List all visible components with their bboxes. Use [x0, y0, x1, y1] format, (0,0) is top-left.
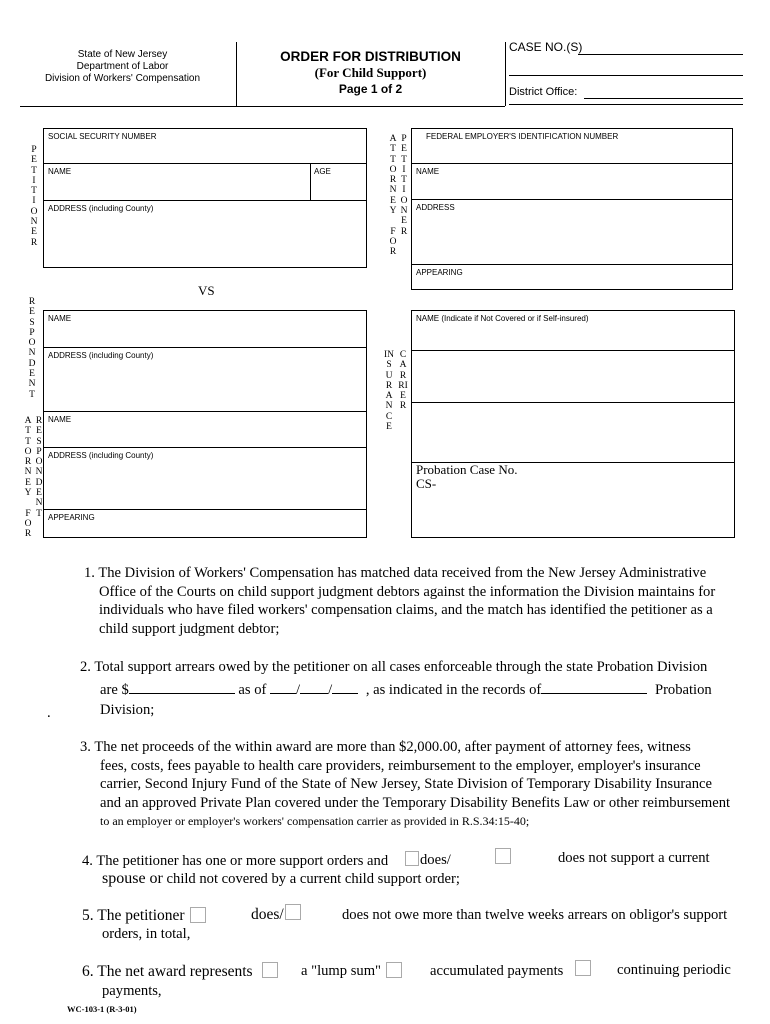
side-letter: R [24, 457, 32, 468]
side-letter: R [385, 380, 393, 391]
petitioner-age-divider [310, 164, 311, 200]
side-letter: E [390, 195, 396, 206]
p4-rest-label: child not covered by a current child support order; [166, 871, 460, 887]
side-letter: N [400, 206, 408, 217]
side-letter: E [401, 216, 407, 227]
side-letter: R [399, 401, 407, 412]
side-letter: R [399, 370, 407, 381]
p3-line4: and an approved Private Plan covered under the Temporary Disability Benefits Law or other reimbursement [100, 794, 731, 811]
attorney-petitioner-name-cell[interactable] [412, 164, 732, 200]
district-office-label: District Office: [509, 86, 578, 98]
attorney-petitioner-side-label-2 [399, 134, 409, 237]
agency-state: State of New Jersey [77, 49, 168, 60]
side-letter: N [35, 498, 43, 509]
p2-indicated-label: , as indicated in the records of [365, 682, 542, 698]
agency-block [30, 49, 215, 85]
arrears-year-field[interactable] [332, 679, 358, 694]
side-letter: O [389, 236, 397, 247]
paragraph-2 [80, 658, 750, 677]
side-letter: O [389, 164, 397, 175]
side-letter: S [386, 360, 392, 371]
attorney-petitioner-address-label: ADDRESS [416, 203, 455, 212]
probation-case-cell[interactable] [416, 463, 716, 491]
side-letter: N [35, 467, 43, 478]
attorney-respondent-appearing-cell[interactable] [44, 510, 366, 537]
side-letter: R [389, 175, 397, 186]
side-letter: D [35, 477, 43, 488]
p6-cont-label: continuing periodic [617, 962, 731, 978]
insurance-name-label: NAME (Indicate if Not Covered or if Self-insured) [416, 314, 589, 323]
side-letter: T [36, 508, 42, 519]
p5-line1: 5. The petitioner [82, 907, 185, 924]
p3-line2: fees, costs, fees payable to health care providers, reimbursement to the employer, employer's insurance [100, 757, 701, 774]
side-letter: N [28, 379, 36, 390]
side-letter: E [25, 477, 31, 488]
side-letter: O [400, 195, 408, 206]
p1-line4: child support judgment debtor; [99, 620, 280, 637]
side-letter: E [386, 422, 392, 433]
p3-line1: 3. The net proceeds of the within award are more than $2,000.00, after payment of attorney fees, witness [80, 739, 691, 755]
p2-line2 [100, 679, 770, 700]
form-number: WC-103-1 (R-3-01) [67, 1004, 137, 1014]
attorney-petitioner-appearing-cell[interactable] [412, 265, 732, 289]
attorney-respondent-address-cell[interactable] [44, 448, 366, 510]
side-letter: R [389, 247, 397, 258]
p2-slash-1: / [296, 682, 301, 698]
agency-department: Department of Labor [76, 61, 169, 72]
p5-does-not-checkbox[interactable] [285, 904, 301, 920]
side-letter: Y [389, 206, 397, 217]
side-letter: E [29, 307, 35, 318]
side-letter: T [390, 144, 396, 155]
side-letter [23, 498, 33, 508]
case-no-field[interactable] [578, 54, 743, 55]
side-letter: E [29, 369, 35, 380]
p2-as-of-label: as of [238, 682, 267, 698]
side-letter: I [32, 175, 36, 186]
side-letter: N [385, 401, 393, 412]
p1-line3: individuals who have filed workers' compensation claims, and the match has identified the petitioner as a [99, 602, 713, 618]
side-letter: S [29, 317, 35, 328]
vs-label: VS [198, 283, 215, 298]
side-letter: E [401, 144, 407, 155]
attorney-petitioner-name-label: NAME [416, 167, 440, 176]
side-letter: P [401, 134, 407, 144]
respondent-address-label: ADDRESS (including County) [48, 351, 154, 360]
side-letter: T [31, 165, 37, 176]
page-subtitle: (For Child Support) [314, 65, 427, 80]
insurance-address-cell[interactable] [412, 351, 734, 403]
attorney-respondent-box [43, 411, 367, 538]
p2-slash-2: / [328, 682, 333, 698]
p3-line3: carrier, Second Injury Fund of the State of New Jersey, State Division of Temporary Disability Insurance [100, 776, 712, 792]
petitioner-name-label: NAME [48, 167, 72, 176]
side-letter: N [389, 185, 397, 196]
p4-line2 [102, 870, 460, 889]
side-letter: U [385, 370, 393, 381]
side-letter: E [36, 488, 42, 499]
petitioner-address-label: ADDRESS (including County) [48, 204, 154, 213]
side-letter: R [30, 237, 38, 248]
side-letter: R [28, 297, 36, 307]
p6-lump-checkbox[interactable] [386, 962, 402, 978]
p1-line2: Office of the Courts on child support judgment debtors against the information the Division maintains for [99, 583, 716, 600]
attorney-petitioner-side-label-1 [388, 134, 398, 258]
side-letter: R [24, 529, 32, 540]
respondent-side-label [27, 297, 37, 400]
respondent-address-cell[interactable] [44, 348, 366, 411]
probation-case-label: Probation Case No. [416, 462, 518, 477]
arrears-amount-field[interactable] [129, 679, 235, 694]
side-letter: P [29, 327, 35, 338]
p5-line2: orders, in total, [102, 926, 191, 942]
p2-line1: 2. Total support arrears owed by the petitioner on all cases enforceable through the state Probation Division [80, 659, 708, 675]
p4-line1: 4. The petitioner has one or more support orders and [82, 853, 389, 869]
side-letter: T [401, 175, 407, 186]
insurance-carrier-box [411, 310, 735, 538]
side-letter: O [28, 338, 36, 349]
p2-are-label: are $ [100, 682, 129, 698]
p5-does-not-label: does not owe more than twelve weeks arrears on obligor's support [342, 907, 728, 923]
attorney-petitioner-fein-label: FEDERAL EMPLOYER'S IDENTIFICATION NUMBER [426, 132, 619, 141]
side-letter: N [30, 217, 38, 228]
side-letter: E [36, 426, 42, 437]
insurance-side-label-1 [382, 350, 396, 432]
side-letter [388, 216, 398, 226]
side-letter: Y [24, 488, 32, 499]
side-letter: E [400, 391, 406, 402]
p3-line5: to an employer or employer's workers' compensation carrier as provided in R.S.34:15-40; [100, 814, 530, 828]
p2-line3: Division; [100, 702, 155, 718]
page-title: ORDER FOR DISTRIBUTION [280, 49, 461, 64]
p1-line1: 1. The Division of Workers' Compensation has matched data received from the New Jersey Administrative [84, 565, 707, 581]
p6-lump-label: a "lump sum" [301, 963, 382, 979]
respondent-name-label: NAME [48, 314, 72, 323]
side-letter: E [31, 227, 37, 238]
side-letter: I [32, 196, 36, 207]
side-letter: P [31, 145, 37, 155]
side-letter: A [24, 416, 32, 426]
attorney-petitioner-box [411, 128, 733, 290]
p4-does-not-label: does not support a current [558, 850, 710, 866]
header-bottom-rule [20, 106, 505, 107]
side-letter: C [385, 411, 393, 422]
attorney-respondent-name-label: NAME [48, 415, 72, 424]
p2-margin-dot: . [47, 705, 51, 721]
petitioner-name-cell[interactable] [44, 164, 366, 201]
petitioner-side-label [29, 145, 39, 248]
side-letter: C [399, 350, 407, 360]
side-letter: O [24, 446, 32, 457]
p6-accum-checkbox[interactable] [575, 960, 591, 976]
petitioner-address-cell[interactable] [44, 201, 366, 267]
arrears-day-field[interactable] [300, 679, 328, 694]
attorney-respondent-address-label: ADDRESS (including County) [48, 451, 154, 460]
attorney-respondent-name-cell[interactable] [44, 412, 366, 448]
insurance-extra-cell[interactable] [412, 403, 734, 463]
probation-records-field[interactable] [541, 679, 647, 694]
side-letter: A [389, 134, 397, 144]
paragraph-3 [80, 738, 750, 831]
paragraph-1 [84, 564, 754, 638]
p5-does-label: does/ [251, 906, 284, 923]
header-divider-left [236, 42, 237, 106]
side-letter: N [24, 467, 32, 478]
side-letter: S [36, 436, 42, 447]
petitioner-age-label: AGE [314, 167, 331, 176]
district-office-field[interactable] [584, 98, 743, 99]
attorney-petitioner-address-cell[interactable] [412, 200, 732, 265]
attorney-respondent-side-label-1 [23, 416, 33, 540]
side-letter: RI [398, 380, 408, 391]
case-no-field-2[interactable] [509, 75, 743, 76]
side-letter: A [399, 360, 407, 371]
p5-does-checkbox[interactable] [190, 907, 206, 923]
side-letter: O [30, 206, 38, 217]
page-number: Page 1 of 2 [338, 82, 403, 96]
title-block [238, 48, 503, 97]
cs-label: CS- [416, 476, 437, 491]
p4-does-label: does/ [420, 852, 451, 868]
respondent-name-cell[interactable] [44, 311, 366, 348]
p6-line2: payments, [102, 983, 162, 999]
petitioner-box [43, 128, 367, 268]
arrears-month-field[interactable] [270, 679, 296, 694]
side-letter: I [402, 164, 406, 175]
insurance-side-label-2 [396, 350, 410, 412]
side-letter: T [31, 186, 37, 197]
side-letter: T [25, 426, 31, 437]
side-letter: P [36, 446, 42, 457]
attorney-petitioner-appearing-label: APPEARING [416, 268, 463, 277]
attorney-respondent-appearing-label: APPEARING [48, 513, 95, 522]
side-letter: O [35, 457, 43, 468]
side-letter: N [28, 348, 36, 359]
p6-line1: 6. The net award represents [82, 963, 253, 980]
agency-division: Division of Workers' Compensation [44, 73, 201, 84]
side-letter: T [401, 154, 407, 165]
district-office-underline [509, 104, 743, 105]
attorney-petitioner-fein-cell[interactable] [412, 129, 732, 164]
side-letter: R [35, 416, 43, 426]
side-letter: T [29, 389, 35, 400]
insurance-name-cell[interactable] [412, 311, 734, 351]
side-letter: I [402, 185, 406, 196]
side-letter: D [28, 358, 36, 369]
respondent-box [43, 310, 367, 412]
petitioner-ssn-label: SOCIAL SECURITY NUMBER [48, 132, 157, 141]
p4-spouse-label: spouse or [102, 870, 163, 887]
side-letter: O [24, 518, 32, 529]
side-letter: IN [383, 350, 395, 360]
petitioner-ssn-cell[interactable] [44, 129, 366, 164]
p2-probation-label: Probation [654, 682, 712, 698]
case-no-label: CASE NO.(S) [509, 40, 583, 54]
p4-does-checkbox[interactable] [405, 851, 419, 866]
side-letter: E [31, 155, 37, 166]
p6-net-award-checkbox[interactable] [262, 962, 278, 978]
side-letter: F [390, 226, 396, 237]
side-letter: T [25, 436, 31, 447]
p4-does-not-checkbox[interactable] [495, 848, 511, 864]
side-letter: R [400, 226, 408, 237]
side-letter: F [25, 508, 31, 519]
p6-accum-label: accumulated payments [430, 963, 564, 979]
side-letter: A [385, 391, 393, 402]
header-divider-right [505, 42, 506, 106]
side-letter: T [390, 154, 396, 165]
